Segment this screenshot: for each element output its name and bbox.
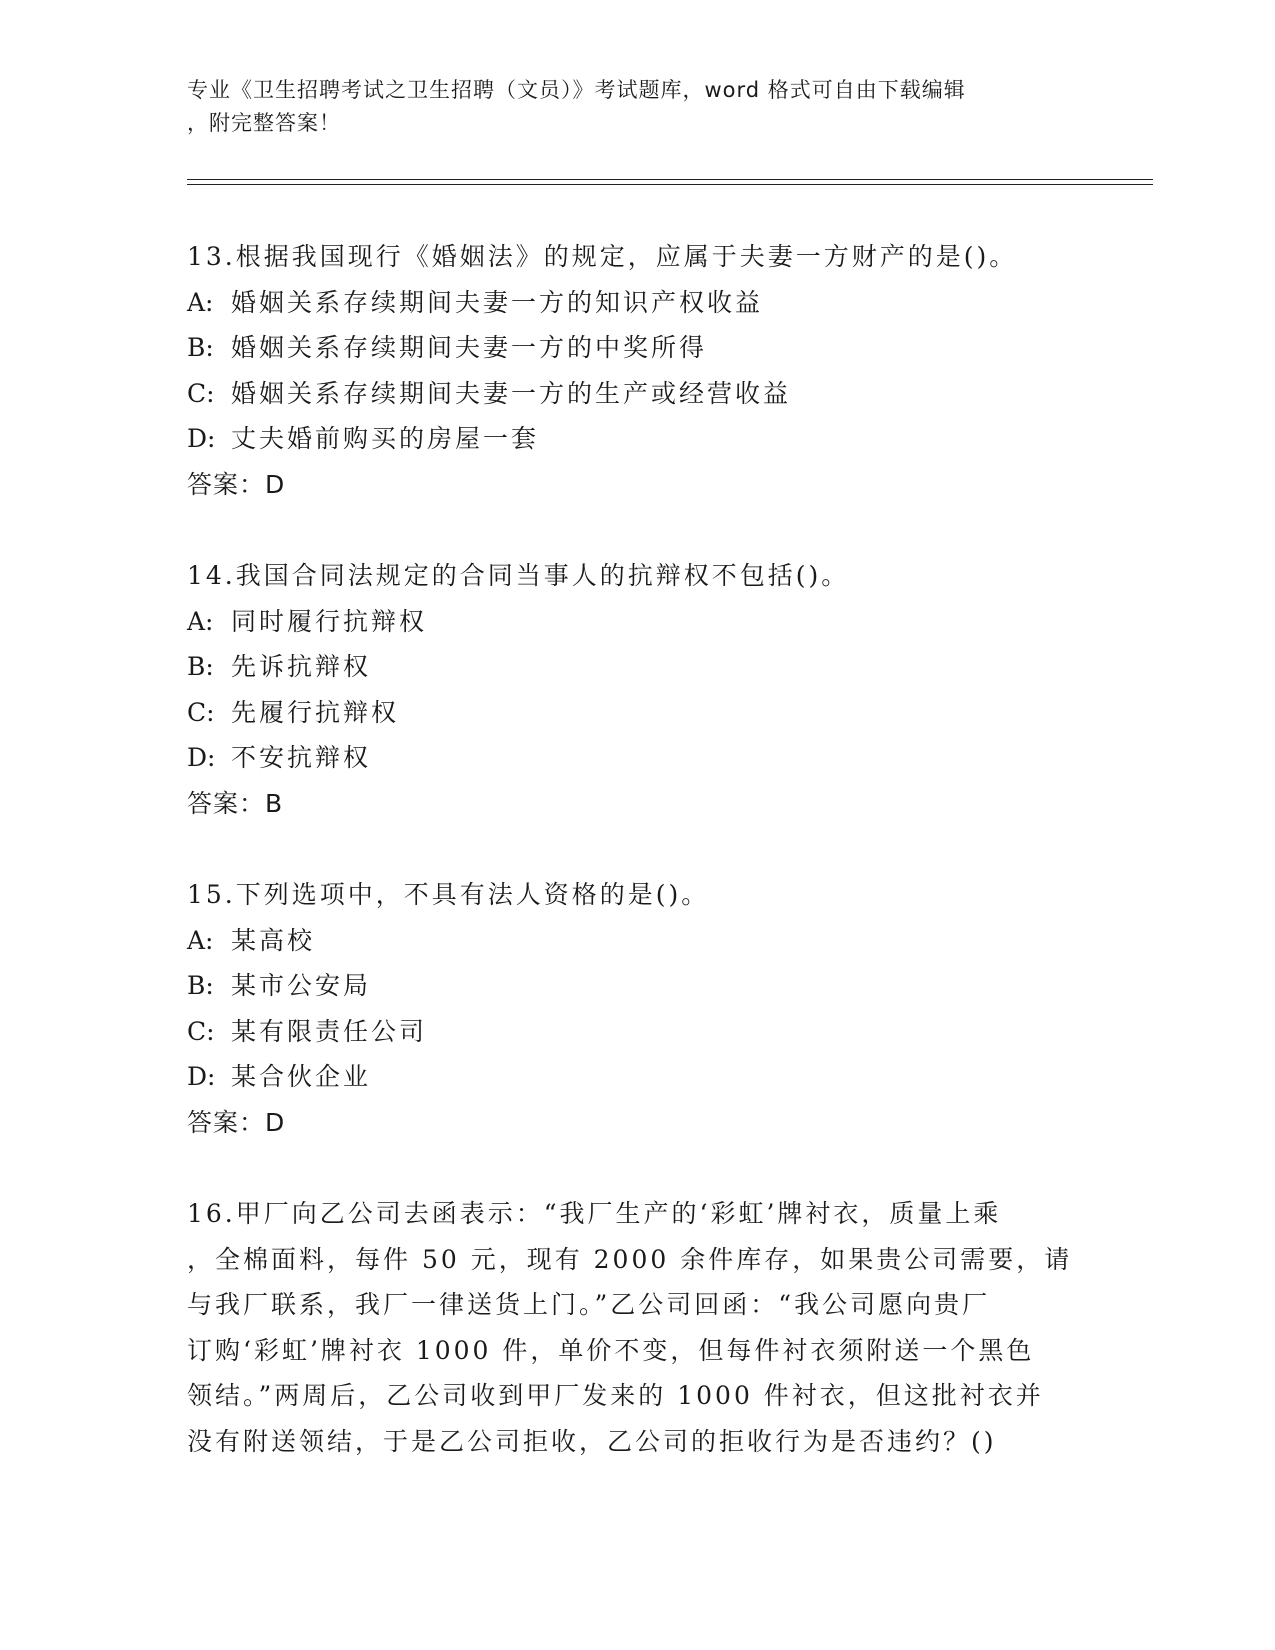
- option-text: 丈夫婚前购买的房屋一套: [231, 424, 540, 453]
- option-key: D:: [187, 743, 216, 772]
- option-b: [187, 963, 1087, 1009]
- answer-label: 答案：D: [187, 1107, 286, 1137]
- option-c: [187, 371, 1087, 417]
- option-text: 婚姻关系存续期间夫妻一方的中奖所得: [231, 333, 708, 362]
- option-c: [187, 1009, 1087, 1055]
- question-stem-line: 没有附送领结，于是乙公司拒收，乙公司的拒收行为是否违约？(): [187, 1426, 997, 1456]
- option-key: C:: [187, 697, 215, 727]
- option-text: 先履行抗辩权: [231, 697, 400, 727]
- header-line-2: ，附完整答案！: [187, 111, 341, 135]
- question-stem: 14.我国合同法规定的合同当事人的抗辩权不包括()。: [187, 561, 850, 590]
- page-header: [187, 74, 1087, 140]
- option-a: [187, 599, 1087, 645]
- option-d: [187, 735, 1087, 781]
- question-stem-line: 领结。”两周后，乙公司收到甲厂发来的 1000 件衬衣，但这批衬衣并: [187, 1381, 1044, 1410]
- question-stem: 15.下列选项中，不具有法人资格的是()。: [187, 880, 710, 909]
- question-15: [187, 872, 1087, 1145]
- question-stem-line: 16.甲厂向乙公司去函表示：“我厂生产的‘彩虹’牌衬衣，质量上乘: [187, 1199, 1002, 1228]
- question-14: [187, 553, 1087, 826]
- header-divider-top: [187, 179, 1153, 180]
- option-b: [187, 644, 1087, 690]
- option-text: 某合伙企业: [231, 1062, 372, 1091]
- option-c: [187, 690, 1087, 736]
- option-a: [187, 280, 1087, 326]
- question-stem-line: 订购‘彩虹’牌衬衣 1000 件，单价不变，但每件衬衣须附送一个黑色: [187, 1335, 1035, 1365]
- option-text: 先诉抗辩权: [231, 652, 372, 681]
- option-key: D:: [187, 1062, 216, 1091]
- answer-label: 答案：D: [187, 469, 286, 499]
- question-stem-line: ，全棉面料，每件 50 元，现有 2000 余件库存，如果贵公司需要，请: [187, 1244, 1073, 1274]
- answer-label: 答案：B: [187, 788, 284, 818]
- header-line-1: 专业《卫生招聘考试之卫生招聘（文员）》考试题库，word 格式可自由下载编辑: [187, 78, 966, 102]
- option-key: B:: [187, 333, 214, 362]
- option-key: A:: [187, 925, 214, 955]
- option-text: 婚姻关系存续期间夫妻一方的生产或经营收益: [231, 378, 792, 408]
- option-key: B:: [187, 652, 214, 681]
- option-text: 同时履行抗辩权: [231, 606, 428, 636]
- option-text: 某有限责任公司: [231, 1016, 428, 1046]
- question-16: [187, 1191, 1087, 1464]
- option-text: 某市公安局: [231, 971, 372, 1000]
- question-13: [187, 234, 1087, 507]
- question-stem-line: 与我厂联系，我厂一律送货上门。”乙公司回函：“我公司愿向贵厂: [187, 1290, 991, 1319]
- option-text: 某高校: [231, 925, 316, 955]
- option-key: B:: [187, 971, 214, 1000]
- option-b: [187, 325, 1087, 371]
- option-key: A:: [187, 287, 214, 317]
- option-d: [187, 1054, 1087, 1100]
- option-text: 婚姻关系存续期间夫妻一方的知识产权收益: [231, 287, 764, 317]
- option-key: D:: [187, 424, 216, 453]
- option-a: [187, 918, 1087, 964]
- option-text: 不安抗辩权: [231, 743, 372, 772]
- header-divider-bottom: [187, 184, 1153, 185]
- option-key: C:: [187, 378, 215, 408]
- option-d: [187, 416, 1087, 462]
- option-key: A:: [187, 606, 214, 636]
- option-key: C:: [187, 1016, 215, 1046]
- question-stem: 13.根据我国现行《婚姻法》的规定，应属于夫妻一方财产的是()。: [187, 242, 1018, 271]
